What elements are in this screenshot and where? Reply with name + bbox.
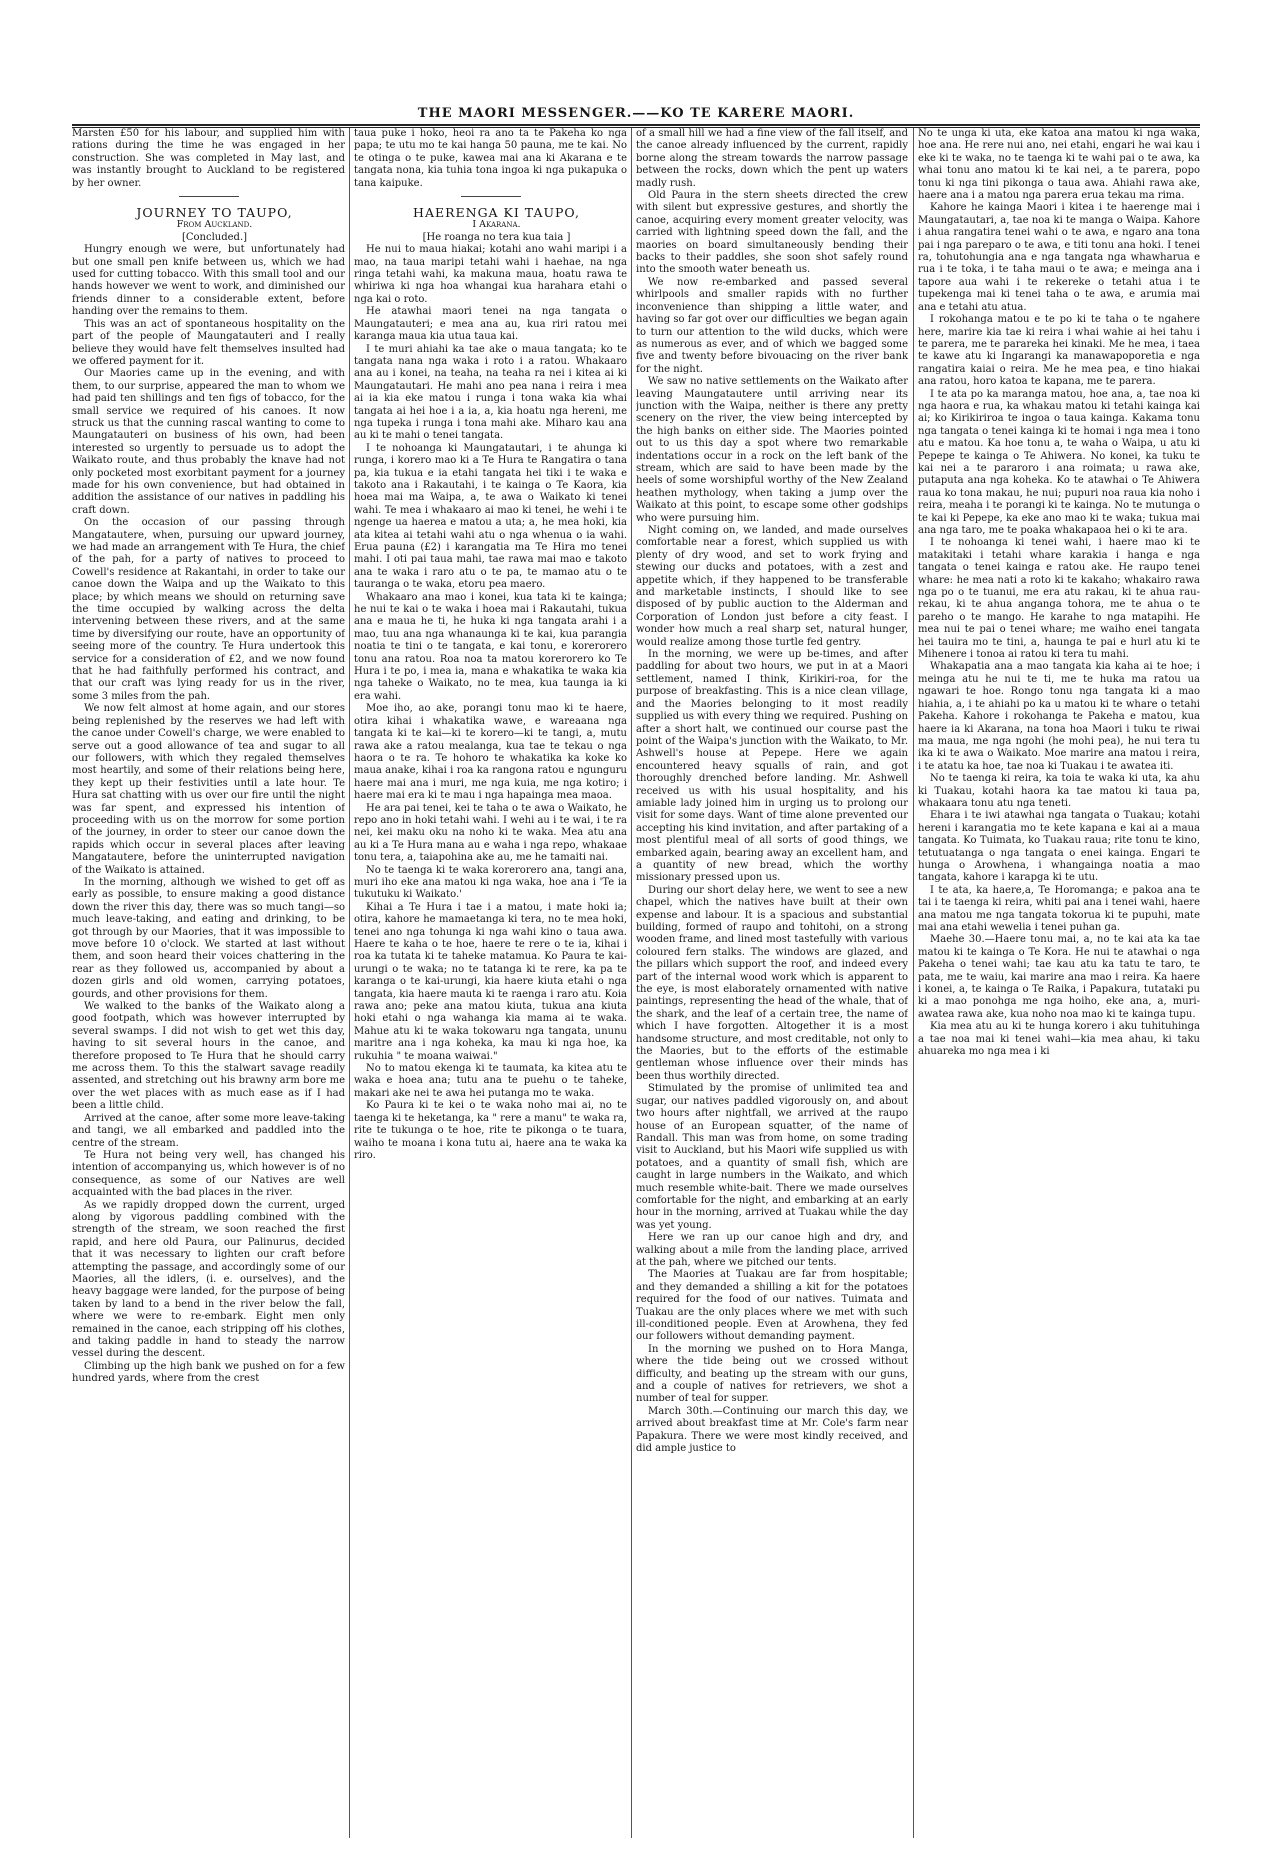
paragraph: I te ata po ka maranga matou, hoe ana, a, tae noa ki nga haora e rua, ka whakau matou ki tetahi kainga kai ai; ko Kirikiriroa te ingoa o taua kainga. Kakama tonu nga tangata o tenei kainga ki te homai i nga mea i tono atu e matou. Ka hoe tonu a, te waha o Waipa, u atu ki Pepepe te kainga o Te Ahiwera. No konei, ka tuku te kai nei a te pararoro i ana roimata; u rawa ake, putaputa ana nga koheka. Ko te atawhai o Te Ahiwera raua ko tona makau, he nui; pupuri noa raua kia noho i reira, meaha i te porangi ki te kainga. No te mutunga o te kai ki Pepepe, ka eke ano mao ki te waka; tukua mai ana nga taro, me te poaka whakapaoa hei o ki te ara. bbox=[918, 388, 1200, 536]
paragraph: Climbing up the high bank we pushed on for a few hundred yards, where from the crest bbox=[72, 1360, 345, 1385]
paragraph: I rokohanga matou e te po ki te taha o te ngahere here, marire kia tae ki reira i whai wahie ai hei tahu i te parera, me te parareka hei kinaki. Me he mea, i taea te kawe atu ki Ingarangi ka manawapoporetia e nga rangatira kaiai o reira. Me he mea pea, e tino hiakai ana ratou, horo katoa te kapana, me te parera. bbox=[918, 314, 1200, 388]
paragraph: Moe iho, ao ake, porangi tonu mao ki te haere, otira kihai i whakatika wawe, e wareaana nga tangata ki te kai—ki te korero—ki te tangi, a, mutu rawa ake a ratou mealanga, kua tae te tekau o nga haora o te ra. Te hohoro te whakatika ka koke ko maua anake, kihai i roa ka rangona ratou e ngunguru haere mai ana i muri, me nga kuia, me nga kotiro; i haere mai era ki te mau i nga hapainga mea maoa. bbox=[354, 703, 627, 802]
article-heading: HAERENGA KI TAUPO, bbox=[413, 205, 580, 221]
article-intro: Marsten £50 for his labour, and supplied him with rations during the time he was engaged in her construction. She was completed in May last, and was instantly brought to Auckland to be registered by her owner. bbox=[72, 128, 345, 189]
paragraph: We walked to the banks of the Waikato along a good footpath, which was however interrupted by several swamps. I did not wish to get wet this day, having to sit several hours in the canoe, and therefore proposed to Te Hura that he should carry me across them. To this the stalwart savage readily assented, and stretching out his brawny arm bore me over the wet places with as much ease as if I had been a little child. bbox=[72, 1001, 345, 1112]
paragraph: Kihai a Te Hura i tae i a matou, i mate hoki ia; otira, kahore he mamaetanga ki tera, no te mea hoki, tenei ano nga tohunga ki nga wahi kino o taua awa. Haere te kaha o te hoe, haere te rere o te ia, kihai i roa ka tutata ki te taheke matamua. Ko Paura te kai-urungi o te waka; no te tatanga ki te rere, ka pa te karanga o te kai-urungi, kia haere kiuta etahi o nga tangata, kia haere mauta ki te raenga i raro atu. Koia rawa ano; peke ana matou kiuta, tukua ana kiuta hoki etahi o nga wahanga kia mama ai te waka. Mahue atu ki te waka tokowaru nga tangata, ununu maritre ana i nga koheka, ka mau ki nga hoe, ka rukuhia " te moana waiwai." bbox=[354, 901, 627, 1062]
paragraph: Here we ran up our canoe high and dry, and walking about a mile from the landing place, arrived at the pah, where we pitched our tents. bbox=[636, 1232, 908, 1268]
paragraph: He atawhai maori tenei na nga tangata o Maungatauteri; e mea ana au, kua riri ratou mei karanga maua kia utua taua kai. bbox=[354, 306, 627, 343]
article-note: [He roanga no tera kua taia ] bbox=[422, 231, 571, 243]
paragraph: I te nohoanga ki tenei wahi, i haere mao ki te matakitaki i tetahi whare karakia i hanga e nga tangata o tenei kainga e ratou ake. He raupo tenei whare: he mea nati a roto ki te kakaho; whakairo rawa nga po o te tuanui, me era atu rakau, ki te ahua rau-rekau, ki te ahua anganga tohora, me te ahua o te pareho o te mango. He karahe to nga matapihi. He mea nui te pai o tenei whare; me waiho enei tangata hei tauira mo te tini, a, haunga te pai e hurl atu ki te Mihenere i tonoa ai ratou ki tera tu mahi. bbox=[918, 537, 1200, 661]
paragraph: Kahore he kainga Maori i kitea i te haerenge mai i Maungatautari, a, tae noa ki te manga o Waipa. Kahore i ahua rangatira tenei wahi o te awa, e ngaro ana tona pai i nga pareparo o te awa, e titi tonu ana hoki. I tenei ra, tohutohungia ana e nga tangata nga whawharua e rua i te toka, i te taha maui o te awa; e meinga ana i tapore aua wahi i te rekereke o tetahi atua i te tupekenga mai ki tenei taha o te awa, e arumia mai ana e tetahi atu atua. bbox=[918, 202, 1200, 313]
paragraph: Whakaaro ana mao i konei, kua tata ki te kainga; he nui te kai o te waka i hoea mai i Rakautahi, tukua ana e maua he ti, he huka ki nga tangata arahi i a mao, tuu ana nga whanaunga ki te kai, kua parangia noatia te tini o te tangata, e kai tonu, e korerorero tonu ana ratou. Roa noa ta matou korerorero ko Te Hura i te po, i mea ia, mana e whakatika te waka kia nga taheke o Waikato, no te mea, kua taunga ia ki era wahi. bbox=[354, 591, 627, 702]
column-3-english bbox=[636, 128, 908, 1838]
paragraph: We now felt almost at home again, and our stores being replenished by the reserves we had left with the canoe under Cowell's charge, we were enabled to serve out a good allowance of tea and sugar to all our followers, with which they regaled themselves most heartily, and some of their relations being here, they kept up their festivities until a late hour. Te Hura sat chatting with us over our fire until the night was far spent, and expressed his intention of proceeding with us on the morrow for some portion of the journey, in order to steer our canoe down the rapids which occur in several places after leaving Mangatautere, before the uninterrupted navigation of the Waikato is attained. bbox=[72, 703, 345, 876]
article-subheading: From Auckland. bbox=[176, 219, 253, 231]
paragraph: No te taenga ki reira, ka toia te waka ki uta, ka ahu ki Tuakau, kotahi haora ka tae matou ki taua pa, whakaara tonu atu nga teneti. bbox=[918, 773, 1200, 809]
column-divider bbox=[349, 128, 350, 1838]
paragraph: March 30th.—Continuing our march this day, we arrived about breakfast time at Mr. Cole's farm near Papakura. There we were most kindly received, and did ample justice to bbox=[636, 1405, 908, 1455]
paragraph: He nui to maua hiakai; kotahi ano wahi maripi i a mao, na taua maripi tetahi wahi i haehae, na nga ringa tetahi wahi, ka makuna maua, hoatu rawa te whiriwa ki nga hoa whangai kua harahara etahi o nga kai o roto. bbox=[354, 244, 627, 305]
paragraph: of a small hill we had a fine view of the fall itself, and the canoe already influenced by the current, rapidly borne along the stream towards the narrow passage between the rocks, down which the pent up waters madly rush. bbox=[636, 128, 908, 189]
article-heading: JOURNEY TO TAUPO, bbox=[136, 205, 293, 221]
column-1-english bbox=[72, 128, 345, 1838]
article-note: [Concluded.] bbox=[181, 231, 248, 243]
paragraph: During our short delay here, we went to see a new chapel, which the natives have built at their own expense and labour. It is a spacious and substantial building, formed of raupo and tohitohi, on a strong wooden frame, and lined most tastefully with various coloured fern stalks. The windows are glazed, and the pillars which support the roof, and indeed every part of the internal wood work which is apparent to the eye, is most elaborately ornamented with native paintings, representing the head of the whale, that of the shark, and the leaf of a certain tree, the name of which I have forgotten. Altogether it is a most handsome structure, and most creditable, not only to the Maories, but to the efforts of the estimable gentleman whose influence over their minds has been thus worthily directed. bbox=[636, 884, 908, 1082]
paragraph: Te Hura not being very well, has changed his intention of accompanying us, which however is of no consequence, as some of our Natives are well acquainted with the bad places in the river. bbox=[72, 1149, 345, 1199]
paragraph: Ehara i te iwi atawhai nga tangata o Tuakau; kotahi hereni i karangatia mo te kete kapana e kai ai a maua tangata. Ko Tuimata, ko Tuakau raua; rite tonu te kino, tetutuatanga o nga tangata o enei kainga. Engari te hunga o Arowhena, i whangainga noatia a mao tangata, kahore i karapga ki te utu. bbox=[918, 810, 1200, 884]
paragraph: As we rapidly dropped down the current, urged along by vigorous paddling combined with the strength of the stream, we soon reached the first rapid, and here old Paura, our Palinurus, decided that it was necessary to lighten our craft before attempting the passage, and accordingly some of our Maories, all the idlers, (i. e. ourselves), and the heavy baggage were landed, for the purpose of being taken by land to a bend in the river below the fall, where we were to re-embark. Eight men only remained in the canoe, each stripping off his clothes, and taking paddle in hand to steady the narrow vessel during the descent. bbox=[72, 1199, 345, 1360]
paragraph: No to matou ekenga ki te taumata, ka kitea atu te waka e hoea ana; tutu ana te puehu o te taheke, makari ake nei te awa hei putanga mo te waka. bbox=[354, 1063, 627, 1099]
paragraph: The Maories at Tuakau are far from hospitable; and they demanded a shilling a kit for the potatoes required for the food of our natives. Tuimata and Tuakau are the only places where we met with such ill-conditioned people. Even at Arowhena, they fed our followers without demanding payment. bbox=[636, 1269, 908, 1343]
paragraph: I te nohoanga ki Maungatautari, i te ahunga ki runga, i korero mao ki a Te Hura te Rangatira o tana pa, kia tukua e ia etahi tangata hei tiki i te waka e takoto ana i Rakautahi, i te kainga o Te Kaora, kia hoea mai ma Waipa, a, te awa o Waikato ki tenei wahi. Te mea i whakaaro ai mao ki tenei, he wehi i te ngenge ua haerea e matou a uta; a, he mea hoki, kia ata kitea ai tetahi wahi atu o nga whenua o ia wahi. Erua pauna (£2) i karangatia ma Te Hira mo tenei mahi. I oti pai taua mahi, tae rawa mai mao e takoto ana te waka i raro atu o te pa, te mamao atu o te tauranga o te waka, etoru pea maero. bbox=[354, 442, 627, 591]
paragraph: Our Maories came up in the evening, and with them, to our surprise, appeared the man to whom we had paid ten shillings and ten figs of tobacco, for the small service we required of his canoes. It now struck us that the cunning rascal wanting to come to Maungatauteri on business of his own, had been interested so urgently to persuade us to adopt the Waikato route, and thus probably the knave had not only pocketed most exorbitant payment for a journey made for his own convenience, but had obtained in addition the assistance of our natives in paddling his craft down. bbox=[72, 368, 345, 516]
paragraph: Whakapatia ana a mao tangata kia kaha ai te hoe; i meinga atu he nui te ti, me te huka ma ratou ua ngawari te hoe. Rongo tonu nga tangata ki a mao hiahia, a, i te ahiahi po ka u matou ki te whare o tetahi Pakeha. Kahore i rokohanga te Pakeha e matou, kua haere ia ki Akarana, na tona hoa Maori i tuku te riwai ma maua, me nga ngohi (he mohi pea), he nui tera tu ika ki te awa o Waikato. Moe marire ana matou i reira, i te atatu ka hoe, tae noa ki Tuakau i te awatea iti. bbox=[918, 661, 1200, 772]
paragraph: Ko Paura ki te kei o te waka noho mai ai, no te taenga ki te heketanga, ka " rere a manu" te waka ra, rite te tukunga o te hoe, rite te pikonga o te tuara, waiho te moana i kona tutu ai, haere ana te waka ka riro. bbox=[354, 1100, 627, 1161]
paragraph: Stimulated by the promise of unlimited tea and sugar, our natives paddled vigorously on, and about two hours after nightfall, we arrived at the raupo house of an European squatter, of the name of Randall. This man was from home, on some trading visit to Auckland, but his Maori wife supplied us with potatoes, and a quantity of small fish, which are caught in large numbers in the Waikato, and which much resemble white-bait. There we made ourselves comfortable for the night, and embarking at an early hour in the morning, arrived at Tuakau while the day was yet young. bbox=[636, 1083, 908, 1231]
column-4-maori bbox=[918, 128, 1200, 1838]
section-rule bbox=[179, 196, 239, 197]
paragraph: On the occasion of our passing through Mangatautere, when, pursuing our upward journey, we had made an arrangement with Te Hura, the chief of the pah, for a party of natives to proceed to Cowell's residence at Rakantahi, in order to take our canoe down the Waipa and up the Waikato to this place; by which means we should on returning save the time occupied by walking across the delta intervening between these rivers, and at the same time by diversifying our route, have an opportunity of seeing more of the country. Te Hura undertook this service for a consideration of £2, and we now found that he had faithfully performed his contract, and that our craft was lying ready for us in the river, some 3 miles from the pah. bbox=[72, 517, 345, 702]
paragraph: Arrived at the canoe, after some more leave-taking and tangi, we all embarked and paddled into the centre of the stream. bbox=[72, 1112, 345, 1149]
paragraph: I te muri ahiahi ka tae ake o maua tangata; ko te tangata nana nga waka i roto i a ratou. Whakaaro ana au i konei, na teaha, na teaha ra nei i kitea ai ki Maungatautari. He mahi ano pea nana i reira i mea ai ia kia eke matou i runga i tona waka kia whai tangata ai hei hoe i a ia, a, kia hoatu nga hereni, me nga tupeka i runga i tona mahi ake. Miharo kau ana au ki te mahi o tenei tangata. bbox=[354, 343, 627, 442]
article-intro: taua puke i hoko, heoi ra ano ta te Pakeha ko nga papa; te utu mo te kai hanga 50 pauna, me te kai. No te otinga o te puke, kawea mai ana ki Akarana e te tangata nona, kia tuhia tona ingoa ki nga pukapuka o tana kaipuke. bbox=[354, 128, 627, 189]
paragraph: We now re-embarked and passed several whirlpools and smaller rapids with no further inconvenience than shipping a little water, and having so far got over our difficulties we began again to turn our attention to the wild ducks, which were as numerous as ever, and of which we bagged some five and twenty before bivouacing on the river bank for the night. bbox=[636, 276, 908, 375]
paragraph: Old Paura in the stern sheets directed the crew with silent but expressive gestures, and shortly the canoe, acquiring every moment greater velocity, was carried with lightning speed down the fall, and the maories on board simultaneously bending their backs to their paddles, she soon shot safely round into the smooth water beneath us. bbox=[636, 190, 908, 276]
section-rule bbox=[461, 196, 521, 197]
paragraph: Kia mea atu au ki te hunga korero i aku tuhituhinga a tae noa mai ki tenei wahi—kia mea ahau, ki taku ahuareka mo nga mea i ki bbox=[918, 1021, 1200, 1058]
column-2-maori bbox=[354, 128, 627, 1838]
paragraph: He ara pai tenei, kei te taha o te awa o Waikato, he repo ano in hoki tetahi wahi. I wehi au i te wai, i te ra nei, kei maku oku na noho ki te waka. Mea atu ana au ki a Te Hura mana au e waha i nga repo, whakaae tonu tera, a, taiapohina ake au, me he tamaiti nai. bbox=[354, 802, 627, 864]
paragraph: We saw no native settlements on the Waikato after leaving Maungatautere until arriving near its junction with the Waipa, neither is there any pretty scenery on the river, the view being intercepted by the high banks on either side. The Maories pointed out to us this day a spot where two remarkable indentations occur in a rock on the left bank of the stream, which are said to have been made by the heels of some worshipful worthy of the New Zealand heathen mythology, when taking a jump over the Waikato at this point, to escape some other godships who were pursuing him. bbox=[636, 376, 908, 524]
masthead: THE MAORI MESSENGER.——KO TE KARERE MAORI. bbox=[417, 106, 855, 121]
paragraph: In the morning we pushed on to Hora Manga, where the tide being out we crossed without difficulty, and beating up the stream with our guns, and a couple of natives for retrievers, we shot a number of teal for supper. bbox=[636, 1343, 908, 1405]
paragraph: No te taenga ki te waka korerorero ana, tangi ana, muri iho eke ana matou ki nga waka, hoe ana i 'Te ia tukutuku ki Waikato.' bbox=[354, 864, 627, 901]
column-divider bbox=[631, 128, 632, 1838]
paragraph: In the morning, although we wished to get off as early as possible, to ensure making a good distance down the river this day, there was so much tangi—so much leave-taking, and eating and drinking, to be got through by our Maories, that it was impossible to move before 10 o'clock. We started at last without them, and soon heard their voices chattering in the rear as they followed us, accompanied by about a dozen girls and old women, carrying potatoes, gourds, and other provisions for them. bbox=[72, 876, 345, 1000]
paragraph: Hungry enough we were, but unfortunately had but one small pen knife between us, which we had used for cutting tobacco. With this small tool and our hands however we went to work, and diminished our friends dinner to a considerable extent, before handing over the remains to them. bbox=[72, 244, 345, 318]
column-divider bbox=[913, 128, 914, 1838]
paragraph: In the morning, we were up be-times, and after paddling for about two hours, we put in at a Maori settlement, named I think, Kirikiri-roa, for the purpose of breakfasting. This is a nice clean village, and the Maories belonging to it most readily supplied us with every thing we required. Pushing on after a short halt, we continued our course past the point of the Waipa's junction with the Waikato, to Mr. Ashwell's house at Pepepe. Here we again encountered heavy squalls of rain, and got thoroughly drenched before landing. Mr. Ashwell received us with his usual hospitality, and his amiable lady joined him in urging us to prolong our visit for some days. Want of time alone prevented our accepting his kind invitation, and after partaking of a most plentiful meal of all sorts of good things, we embarked again, bearing away an excellent ham, and a quantity of new bread, which the worthy missionary pressed upon us. bbox=[636, 649, 908, 884]
article-subheading: I Akarana. bbox=[472, 219, 521, 231]
paragraph: This was an act of spontaneous hospitality on the part of the people of Maungatauteri and I really believe they would have felt themselves insulted had we offered payment for it. bbox=[72, 318, 345, 367]
paragraph: No te unga ki uta, eke katoa ana matou ki nga waka, hoe ana. He rere nui ano, nei etahi, engari he wai kau i eke ki te waka, no te taenga ki te wahi pai o te awa, ka whai tonu ano matou ki te kai nei, a te parera, popo tonu ki nga tini pikonga o taua awa. Ahiahi rawa ake, haere ana i a matou nga parera erua tekau ma rima. bbox=[918, 128, 1200, 202]
paragraph: Maehe 30.—Haere tonu mai, a, no te kai ata ka tae matou ki te kainga o Te Kora. He nui te atawhai o nga Pakeha o tenei wahi; tae kau atu ka tatu te taro, te pata, me te waiu, kai marire ana mao i reira. Ka haere i konei, a, te kainga o Te Raika, i Papakura, tutataki pu ki a mao ponohga me nga hoiho, eke ana, a, muri-awatea rawa ake, kua noho noa mao ki te kainga tupu. bbox=[918, 934, 1200, 1020]
paragraph: Night coming on, we landed, and made ourselves comfortable near a forest, which supplied us with plenty of dry wood, and set to work frying and stewing our ducks and potatoes, with a zest and appetite which, if they happened to be transferable and marketable instincts, I should like to see disposed of by public auction to the Alderman and Corporation of London just before a city feast. I wonder how much a real sharp set, natural hunger, would realize among those turtle fed gentry. bbox=[636, 525, 908, 648]
paragraph: I te ata, ka haere,a, Te Horomanga; e pakoa ana te tai i te taenga ki reira, whiti pai ana i tenei wahi, haere ana matou me nga tangata tokorua ki te pupuhi, mate mai ana etahi wewelia i tenei puhan ga. bbox=[918, 884, 1200, 933]
